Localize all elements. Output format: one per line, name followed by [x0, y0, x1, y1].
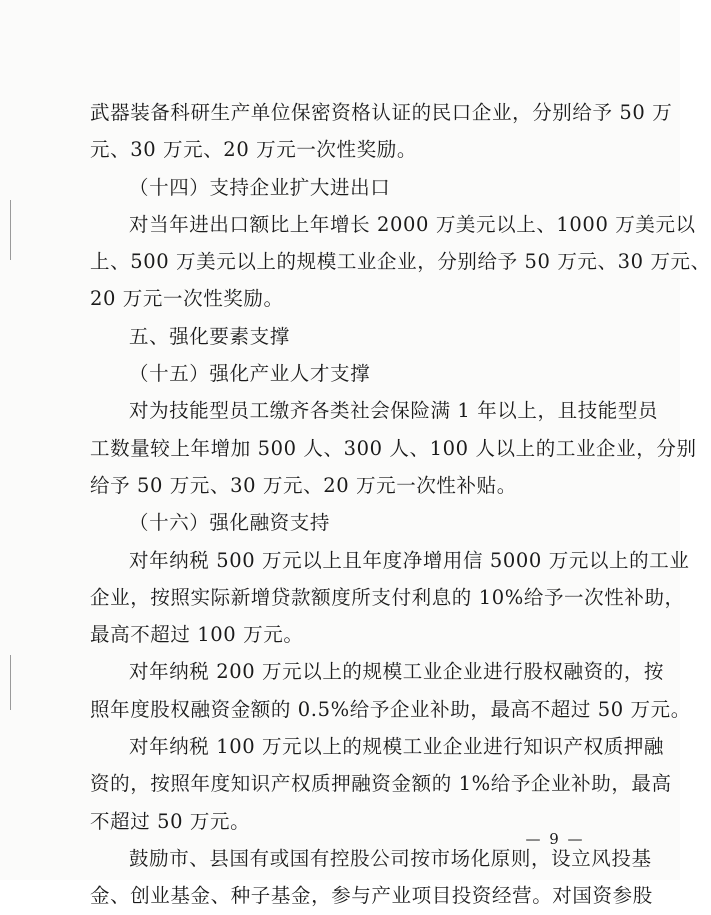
body-line: 金、创业基金、种子基金，参与产业项目投资经营。对国资参股	[90, 884, 653, 908]
section-heading: （十六）强化融资支持	[129, 511, 331, 535]
body-line: 上、500 万美元以上的规模工业企业，分别给予 50 万元、30 万元、	[90, 250, 711, 274]
body-line: 鼓励市、县国有或国有控股公司按市场化原则，设立风投基	[129, 846, 652, 870]
body-line: 对年纳税 500 万元以上且年度净增用信 5000 万元以上的工业	[129, 548, 690, 572]
body-line: 元、30 万元、20 万元一次性奖励。	[90, 138, 417, 162]
body-line: 资的，按照年度知识产权质押融资金额的 1%给予企业补助，最高	[90, 772, 672, 796]
body-line: 最高不超过 100 万元。	[90, 623, 304, 647]
page-number: — 9 —	[525, 830, 585, 848]
body-line: 给予 50 万元、30 万元、20 万元一次性补贴。	[90, 473, 517, 497]
chapter-heading: 五、强化要素支撑	[129, 324, 290, 348]
body-line: 不超过 50 万元。	[90, 809, 251, 833]
body-line: 对为技能型员工缴齐各类社会保险满 1 年以上，且技能型员	[129, 399, 659, 423]
body-line: 武器装备科研生产单位保密资格认证的民口企业，分别给予 50 万	[90, 101, 673, 124]
body-line: 照年度股权融资金额的 0.5%给予企业补助，最高不超过 50 万元。	[90, 697, 691, 721]
section-heading: （十四）支持企业扩大进出口	[129, 175, 391, 199]
body-line: 对当年进出口额比上年增长 2000 万美元以上、1000 万美元以	[129, 212, 696, 236]
binding-mark-bottom	[10, 655, 11, 710]
body-line: 对年纳税 100 万元以上的规模工业企业进行知识产权质押融	[129, 735, 665, 759]
section-heading: （十五）强化产业人才支撑	[129, 362, 371, 386]
body-line: 20 万元一次性奖励。	[90, 287, 284, 311]
document-body	[90, 94, 711, 915]
binding-mark-top	[10, 200, 11, 260]
body-line: 企业，按照实际新增贷款额度所支付利息的 10%给予一次性补助，	[90, 585, 685, 609]
body-line: 工数量较上年增加 500 人、300 人、100 人以上的工业企业，分别	[90, 436, 697, 460]
body-line: 对年纳税 200 万元以上的规模工业企业进行股权融资的，按	[129, 660, 665, 684]
